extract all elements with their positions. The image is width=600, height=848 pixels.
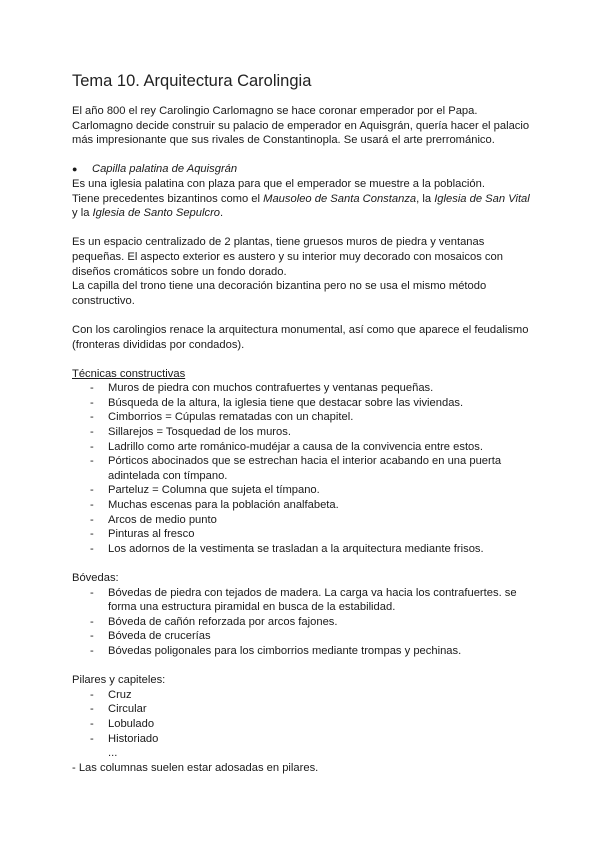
list-item: - Muros de piedra con muchos contrafuertes y ventanas pequeñas. [90,382,434,395]
paragraph-5: Con los carolingios renace la arquitectura monumental, así como que aparece el feudalismo (fronteras divididas por condados). [72,323,529,351]
bullet-item [72,162,532,177]
pilares-note: - Las columnas suelen estar adosadas en pilares. [72,761,319,774]
list-item: - Búsqueda de la altura, la iglesia tiene que destacar sobre las viviendas. [90,396,464,409]
bovedas-heading: Bóvedas: [72,572,119,584]
bullet-text: Capilla palatina de Aquisgrán [92,163,238,176]
paragraph-2: Tiene precedentes bizantinos como el Mausoleo de Santa Constanza, la Iglesia de San Vital y la Iglesia de Santo Sepulcro. [72,192,530,220]
list-item: - Bóveda de cañón reforzada por arcos fajones. [90,615,338,628]
list-item: - Ladrillo como arte románico-mudéjar a causa de la convivencia entre estos. [90,440,483,453]
list-item: - Muchas escenas para la población analfabeta. [90,499,339,512]
intro-paragraph: El año 800 el rey Carolingio Carlomagno se hace coronar emperador por el Papa. Carlomagno decide construir su palacio de emperador en Aquisgrán, quería hacer el palacio más impresionante que sus rivales de Constantinopla. Se usará el arte prerrománico. [72,105,530,147]
list-item: - Bóvedas poligonales para los cimborrios mediante trompas y pechinas. [90,644,462,657]
list-item: - Circular [90,703,147,716]
paragraph-4: La capilla del trono tiene una decoración bizantina pero no se usa el mismo método constructivo. [72,280,487,307]
list-item: - Bóveda de crucerías [90,630,211,643]
list-item: - Bóvedas de piedra con tejados de madera. La carga va hacia los contrafuertes. se forma una estructura piramidal en busca de la estabilidad. [90,586,517,614]
paragraph-1: Es una iglesia palatina con plaza para que el emperador se muestre a la población. [72,177,485,190]
list-item: - Parteluz = Columna que sujeta el tímpano. [90,484,320,497]
pilares-ellipsis: ... [108,747,118,760]
page-title: Tema 10. Arquitectura Carolingia [72,72,312,90]
list-item: - Cruz [90,688,132,701]
pilares-heading: Pilares y capiteles: [72,674,166,687]
list-item: - Los adornos de la vestimenta se trasladan a la arquitectura mediante frisos. [90,542,484,555]
list-item: - Historiado [90,732,159,745]
document-body [72,104,532,775]
list-item: - Cimborrios = Cúpulas rematadas con un chapitel. [90,411,354,424]
list-item: - Pórticos abocinados que se estrechan hacia el interior acabando en una puerta adintelada con tímpano. [90,455,502,482]
list-item: - Sillarejos = Tosquedad de los muros. [90,426,291,439]
tecnicas-list [72,381,532,556]
list-item: - Lobulado [90,717,155,730]
bovedas-list [72,586,532,659]
pilares-list [72,688,532,746]
list-item: - Pinturas al fresco [90,528,195,541]
list-item: - Arcos de medio punto [90,513,217,526]
tecnicas-heading: Técnicas constructivas [72,367,186,380]
paragraph-3: Es un espacio centralizado de 2 plantas, tiene gruesos muros de piedra y ventanas pequeñas. El aspecto exterior es austero y su interior muy decorado con mosaicos con diseños cromáticos sobre un fondo dorado. [72,236,503,278]
bullet-dot-icon: ● [72,164,78,175]
